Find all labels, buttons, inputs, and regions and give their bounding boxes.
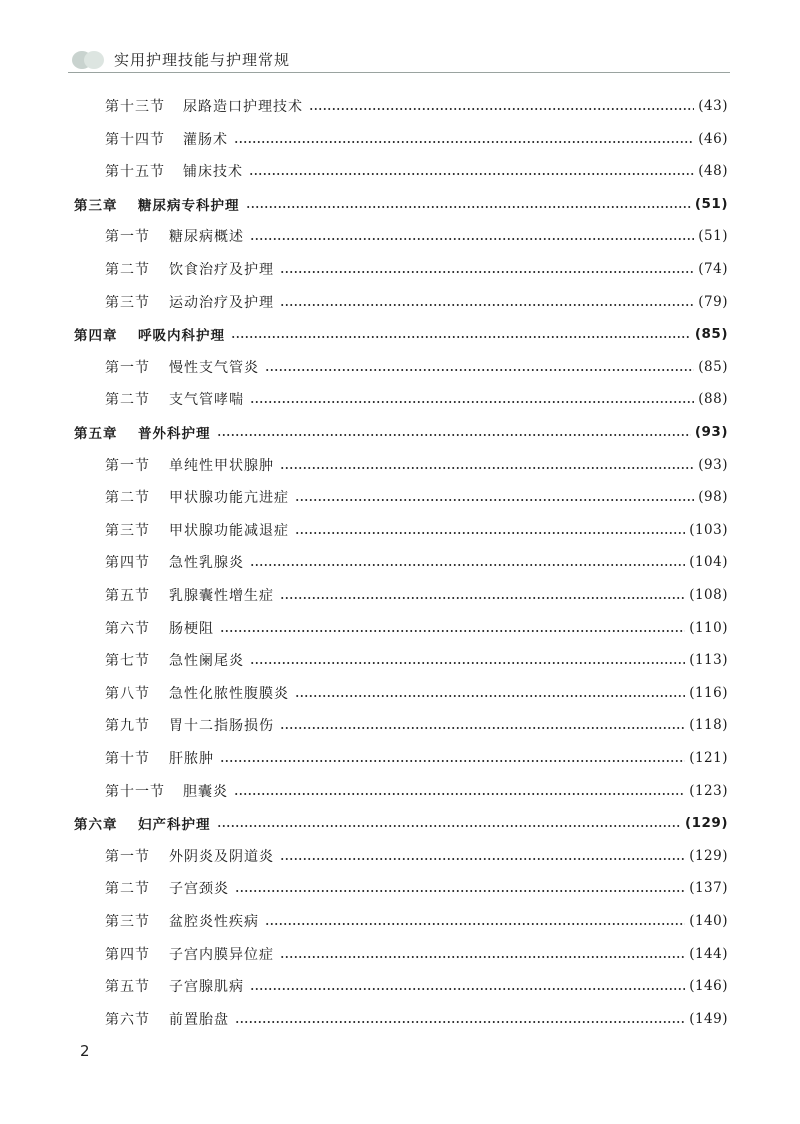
toc-entry-title: 糖尿病概述 [169, 229, 244, 246]
toc-leader-dots [220, 760, 685, 762]
toc-section-entry [105, 877, 728, 899]
toc-entry-page: (46) [698, 130, 728, 147]
toc-entry-label: 第七节 [105, 653, 150, 670]
toc-entry-title: 甲状腺功能亢进症 [169, 490, 289, 507]
toc-entry-label: 第三章 [74, 197, 118, 214]
toc-entry-title: 急性阑尾炎 [169, 653, 244, 670]
toc-entry-page: (137) [689, 880, 728, 897]
toc-entry-page: (146) [689, 978, 728, 995]
toc-entry-title: 前置胎盘 [169, 1011, 229, 1028]
toc-entry-label: 第五节 [105, 979, 150, 996]
toc-chapter-entry [74, 193, 728, 215]
toc-entry-page: (113) [689, 652, 728, 669]
toc-section-entry [105, 682, 728, 704]
toc-entry-label: 第十五节 [105, 164, 165, 181]
toc-entry-label: 第四节 [105, 555, 150, 572]
toc-entry-title: 肠梗阻 [169, 620, 214, 637]
toc-entry-title: 灌肠术 [183, 131, 228, 148]
toc-entry-label: 第九节 [105, 718, 150, 735]
toc-entry-label: 第六章 [74, 817, 118, 834]
toc-section-entry [105, 845, 728, 867]
toc-section-entry [105, 128, 728, 150]
toc-entry-title: 盆腔炎性疾病 [169, 914, 259, 930]
toc-entry-page: (104) [689, 554, 728, 571]
toc-entry-title: 运动治疗及护理 [169, 294, 274, 311]
toc-entry-label: 第三节 [105, 914, 150, 930]
toc-entry-label: 第六节 [105, 620, 150, 637]
toc-section-entry [105, 975, 728, 997]
toc-entry-title: 妇产科护理 [138, 817, 211, 834]
toc-entry-title: 普外科护理 [138, 426, 211, 442]
toc-leader-dots [235, 890, 685, 892]
toc-entry-title: 支气管哮喘 [169, 392, 244, 409]
toc-entry-label: 第八节 [105, 685, 150, 702]
toc-entry-page: (98) [698, 489, 728, 506]
toc-entry-label: 第四章 [74, 328, 118, 345]
toc-leader-dots [234, 141, 694, 143]
toc-entry-title: 呼吸内科护理 [138, 328, 225, 345]
toc-leader-dots [220, 630, 685, 632]
toc-entry-title: 急性化脓性腹膜炎 [169, 685, 289, 702]
toc-leader-dots [280, 304, 694, 306]
toc-entry-page: (118) [689, 717, 728, 734]
toc-section-entry [105, 486, 728, 508]
toc-leader-dots [265, 923, 685, 925]
toc-entry-label: 第一节 [105, 359, 150, 376]
toc-leader-dots [246, 206, 691, 208]
toc-entry-page: (43) [698, 98, 728, 114]
toc-entry-label: 第二节 [105, 392, 150, 409]
toc-entry-page: (116) [689, 684, 728, 701]
toc-leader-dots [249, 173, 694, 175]
toc-entry-page: (110) [689, 619, 728, 636]
toc-entry-label: 第一节 [105, 457, 150, 474]
toc-leader-dots [250, 401, 694, 403]
toc-section-entry [105, 519, 728, 541]
toc-entry-page: (93) [694, 424, 728, 440]
toc-leader-dots [250, 238, 694, 240]
toc-entry-label: 第三节 [105, 294, 150, 311]
toc-entry-label: 第二节 [105, 490, 150, 507]
toc-section-entry [105, 584, 728, 606]
toc-leader-dots [280, 467, 694, 469]
toc-entry-page: (121) [689, 750, 728, 766]
toc-entry-title: 肝脓肿 [169, 751, 214, 767]
toc-leader-dots [280, 597, 685, 599]
toc-entry-title: 甲状腺功能减退症 [169, 522, 289, 539]
toc-entry-label: 第三节 [105, 522, 150, 539]
toc-entry-page: (51) [694, 195, 728, 212]
toc-leader-dots [309, 108, 694, 110]
toc-leader-dots [234, 793, 685, 795]
toc-leader-dots [280, 858, 685, 860]
toc-section-entry [105, 388, 728, 410]
toc-entry-page: (79) [698, 293, 728, 310]
toc-entry-label: 第一节 [105, 848, 150, 865]
toc-leader-dots [231, 336, 691, 338]
toc-entry-title: 单纯性甲状腺肿 [169, 457, 274, 474]
toc-entry-page: (144) [689, 945, 728, 962]
toc-entry-label: 第四节 [105, 946, 150, 963]
toc-section-entry [105, 95, 728, 117]
toc-entry-page: (85) [694, 326, 728, 343]
toc-section-entry [105, 225, 728, 247]
toc-entry-label: 第一节 [105, 229, 150, 246]
toc-section-entry [105, 356, 728, 378]
toc-entry-page: (129) [684, 815, 728, 832]
toc-section-entry [105, 291, 728, 313]
toc-entry-title: 胆囊炎 [183, 783, 228, 800]
toc-entry-page: (74) [698, 261, 728, 277]
toc-leader-dots [265, 369, 694, 371]
toc-entry-title: 外阴炎及阴道炎 [169, 848, 274, 865]
toc-leader-dots [280, 271, 694, 273]
toc-leader-dots [250, 988, 685, 990]
toc-chapter-entry [74, 421, 728, 443]
toc-entry-page: (108) [689, 587, 728, 603]
toc-entry-page: (123) [689, 782, 728, 799]
toc-leader-dots [217, 434, 691, 436]
book-title: 实用护理技能与护理常规 [114, 51, 291, 69]
toc-entry-label: 第二节 [105, 262, 150, 278]
toc-entry-title: 子宫腺肌病 [169, 979, 244, 996]
toc-leader-dots [235, 1021, 685, 1023]
toc-entry-page: (51) [698, 228, 728, 245]
toc-entry-title: 乳腺囊性增生症 [169, 588, 274, 604]
toc-entry-title: 饮食治疗及护理 [169, 262, 274, 278]
toc-leader-dots [250, 662, 685, 664]
page-number: 2 [80, 1042, 90, 1060]
toc-entry-label: 第十四节 [105, 131, 165, 148]
toc-section-entry [105, 160, 728, 182]
toc-entry-page: (93) [698, 456, 728, 473]
toc-section-entry [105, 714, 728, 736]
toc-entry-title: 子宫内膜异位症 [169, 946, 274, 963]
toc-entry-label: 第五章 [74, 426, 118, 442]
toc-leader-dots [295, 499, 694, 501]
toc-entry-label: 第十一节 [105, 783, 165, 800]
toc-leader-dots [250, 564, 685, 566]
toc-leader-dots [295, 695, 685, 697]
toc-entry-label: 第六节 [105, 1011, 150, 1028]
toc-entry-title: 铺床技术 [183, 164, 243, 181]
toc-section-entry [105, 943, 728, 965]
toc-leader-dots [280, 727, 685, 729]
toc-entry-page: (140) [689, 913, 728, 929]
toc-chapter-entry [74, 323, 728, 345]
toc-section-entry [105, 649, 728, 671]
toc-entry-label: 第二节 [105, 881, 150, 898]
toc-entry-title: 子宫颈炎 [169, 881, 229, 898]
toc-entry-label: 第十节 [105, 751, 150, 767]
toc-leader-dots [295, 532, 685, 534]
toc-section-entry [105, 910, 728, 932]
toc-section-entry [105, 617, 728, 639]
toc-entry-page: (48) [698, 163, 728, 180]
toc-section-entry [105, 551, 728, 573]
toc-entry-page: (85) [698, 358, 728, 375]
toc-entry-label: 第五节 [105, 588, 150, 604]
toc-entry-title: 糖尿病专科护理 [138, 197, 240, 214]
toc-entry-page: (103) [689, 521, 728, 538]
toc-entry-title: 慢性支气管炎 [169, 359, 259, 376]
toc-chapter-entry [74, 812, 728, 834]
toc-entry-title: 急性乳腺炎 [169, 555, 244, 572]
toc-leader-dots [280, 956, 685, 958]
toc-entry-page: (149) [689, 1010, 728, 1027]
toc-entry-label: 第十三节 [105, 99, 165, 115]
toc-entry-title: 胃十二指肠损伤 [169, 718, 274, 735]
toc-section-entry [105, 780, 728, 802]
toc-section-entry [105, 747, 728, 769]
toc-leader-dots [217, 825, 681, 827]
toc-section-entry [105, 454, 728, 476]
toc-entry-page: (88) [698, 391, 728, 408]
toc-section-entry [105, 1008, 728, 1030]
toc-section-entry [105, 258, 728, 280]
toc-entry-page: (129) [689, 847, 728, 864]
toc-entry-title: 尿路造口护理技术 [183, 99, 303, 115]
